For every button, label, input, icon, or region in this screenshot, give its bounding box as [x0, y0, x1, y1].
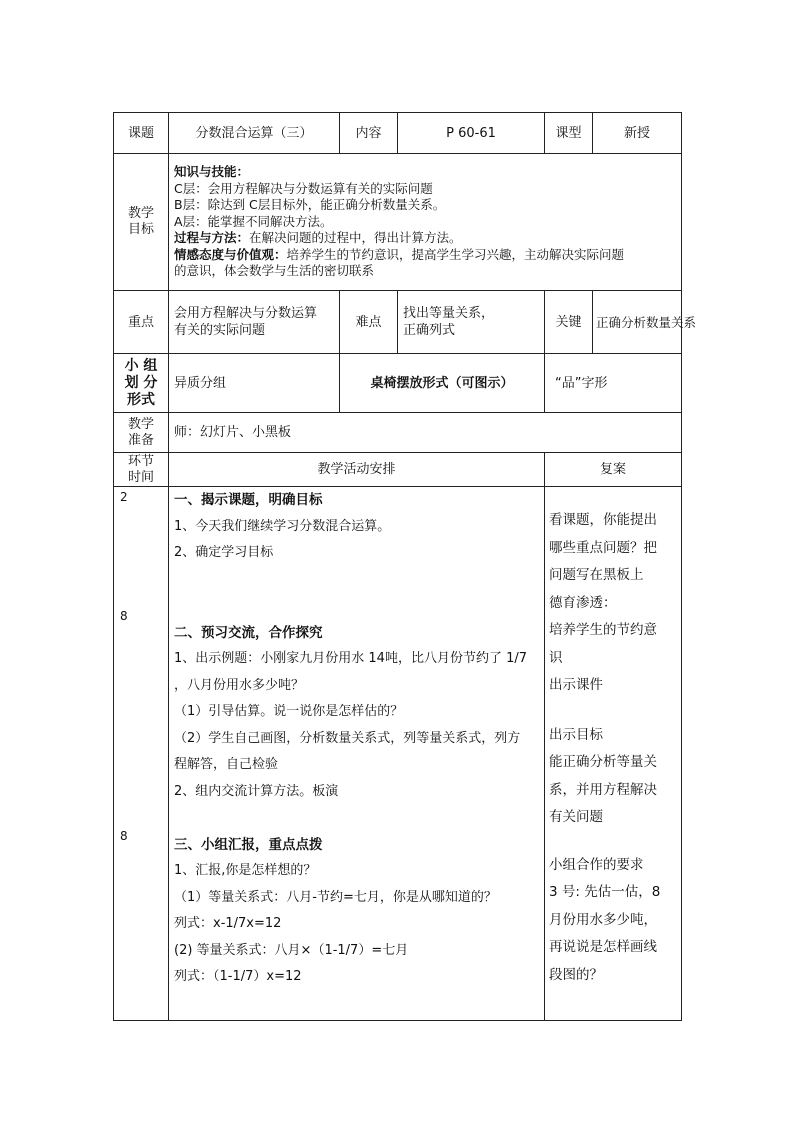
- review-line: 有关问题: [549, 809, 603, 825]
- difficulty-line-1: 找出等量关系，: [403, 306, 495, 321]
- topic-value: 分数混合运算（三）: [169, 113, 340, 154]
- time-header: [114, 453, 169, 487]
- time-column: [114, 487, 169, 1021]
- review-line: 识: [549, 649, 563, 666]
- activities-header: 教学活动安排: [169, 453, 545, 487]
- prep-label: [114, 413, 169, 453]
- time-value: 2: [120, 490, 128, 504]
- attitude-text: 培养学生的节约意识，提高学生学习兴趣，主动解决实际问题: [286, 246, 625, 262]
- group-label-line-3: 形式: [127, 391, 155, 408]
- activity-body-row: [114, 487, 682, 1021]
- section-heading: 三、小组汇报，重点点拨: [174, 836, 323, 853]
- knowledge-title: 知识与技能：: [174, 164, 250, 180]
- group-value: 异质分组: [169, 354, 340, 413]
- activity-line: （1）等量关系式：八月-节约=七月，你是从哪知道的？: [174, 889, 497, 905]
- activity-line: ，八月份用水多少吨？: [174, 677, 305, 693]
- review-line: 再说说是怎样画线: [549, 939, 657, 955]
- review-line: 出示目标: [549, 726, 603, 743]
- activity-line: （2）学生自己画图，分析数量关系式，列等量关系式，列方: [174, 730, 521, 746]
- goals-row: [114, 154, 682, 291]
- type-value: 新授: [593, 113, 682, 154]
- type-label: 课型: [545, 113, 593, 154]
- difficulty-label: 难点: [340, 291, 398, 354]
- activity-line: 1、出示例题：小刚家九月份用水 14吨，比八月份节约了 1/7: [174, 651, 527, 666]
- a-level-goal: A层：能掌握不同解决方法。: [174, 213, 333, 229]
- attitude-goal-cont: 的意识，体会数学与生活的密切联系: [174, 263, 375, 279]
- process-title: 过程与方法：: [174, 230, 250, 246]
- time-header-line-1: 环节: [127, 453, 154, 469]
- prep-row: [114, 413, 682, 453]
- review-line: 问题写在黑板上: [549, 567, 644, 583]
- attitude-goal: [174, 247, 676, 264]
- review-line: 3 号: 先估一估，8: [549, 884, 661, 900]
- review-line: 能正确分析等量关: [549, 754, 657, 770]
- section-heading: 一、揭示课题，明确目标: [174, 492, 323, 508]
- review-line: 培养学生的节约意: [549, 622, 657, 638]
- activity-line: 1、今天我们继续学习分数混合运算。: [174, 518, 391, 534]
- crux-label: 关键: [545, 291, 593, 354]
- review-line: 德育渗透：: [549, 594, 617, 611]
- key-value: [169, 291, 340, 354]
- topic-label: 课题: [114, 113, 169, 154]
- goals-label-line-1: 教学: [127, 206, 154, 221]
- key-line-1: 会用方程解决与分数运算: [174, 306, 318, 321]
- activity-line: 2、组内交流计算方法。板演: [174, 783, 339, 799]
- desk-value: “品”字形: [545, 354, 682, 413]
- time-header-line-2: 时间: [127, 469, 154, 485]
- process-text: 在解决问题的过程中，得出计算方法。: [249, 230, 462, 246]
- key-label: 重点: [114, 291, 169, 354]
- review-column: [545, 487, 682, 1021]
- header-row: [114, 113, 682, 154]
- goals-label-line-2: 目标: [127, 222, 154, 237]
- review-line: 出示课件: [549, 677, 603, 693]
- group-label: [114, 354, 169, 413]
- activity-line: 2、确定学习目标: [174, 545, 274, 560]
- review-line: 系，并用方程解决: [549, 781, 657, 798]
- attitude-title: 情感态度与价值观：: [174, 246, 287, 262]
- prep-label-line-1: 教学: [127, 416, 154, 432]
- activity-line: (2) 等量关系式：八月×（1-1/7）=七月: [174, 942, 409, 958]
- c-level-goal: C层：会用方程解决与分数运算有关的实际问题: [174, 180, 433, 196]
- activity-line: [174, 567, 539, 594]
- activity-line: 程解答，自己检验: [174, 757, 279, 772]
- review-line: [549, 832, 677, 852]
- review-line: 段图的？: [549, 966, 603, 983]
- review-line: 小组合作的要求: [549, 856, 644, 873]
- goals-label: [114, 154, 169, 291]
- review-spacer: [549, 487, 677, 507]
- review-line: 看课题，你能提出: [549, 512, 657, 528]
- activity-line: 列式：x-1/7x=12: [174, 916, 282, 931]
- activity-line: 1、汇报,你是怎样想的？: [174, 863, 317, 878]
- group-row: [114, 354, 682, 413]
- desk-label: 桌椅摆放形式（可图示）: [340, 354, 545, 413]
- lesson-plan-table: [113, 112, 697, 1021]
- activity-line: 列式：（1-1/7）x=12: [174, 969, 302, 984]
- content-label: 内容: [340, 113, 398, 154]
- focus-row: [114, 291, 682, 354]
- activity-line: （1）引导估算。说一说你是怎样估的？: [174, 704, 404, 719]
- review-line: [549, 700, 677, 722]
- activity-line: [174, 805, 539, 832]
- activity-header-row: [114, 453, 682, 487]
- crux-value: 正确分析数量关系: [593, 291, 682, 354]
- difficulty-value: [398, 291, 545, 354]
- goals-content: [169, 154, 682, 291]
- group-label-line-1: 小 组: [124, 357, 158, 374]
- key-line-2: 有关的实际问题: [174, 323, 266, 338]
- difficulty-line-2: 正确列式: [403, 323, 456, 338]
- time-value: 8: [120, 829, 128, 843]
- time-value: 8: [120, 609, 128, 623]
- b-level-goal: B层：除达到 C层目标外，能正确分析数量关系。: [174, 197, 446, 213]
- prep-value: 师：幻灯片、小黑板: [169, 413, 682, 453]
- group-label-line-2: 划 分: [124, 374, 158, 391]
- activities-column: [169, 487, 545, 1021]
- prep-label-line-2: 准备: [127, 432, 154, 448]
- activity-line: [174, 593, 539, 620]
- review-line: 月份用水多少吨，: [549, 911, 657, 928]
- process-goal: [174, 230, 676, 247]
- review-line: 哪些重点问题？把: [549, 539, 657, 556]
- review-header: 复案: [545, 453, 682, 487]
- section-heading: 二、预习交流，合作探究: [174, 624, 323, 641]
- content-value: P 60-61: [398, 113, 545, 154]
